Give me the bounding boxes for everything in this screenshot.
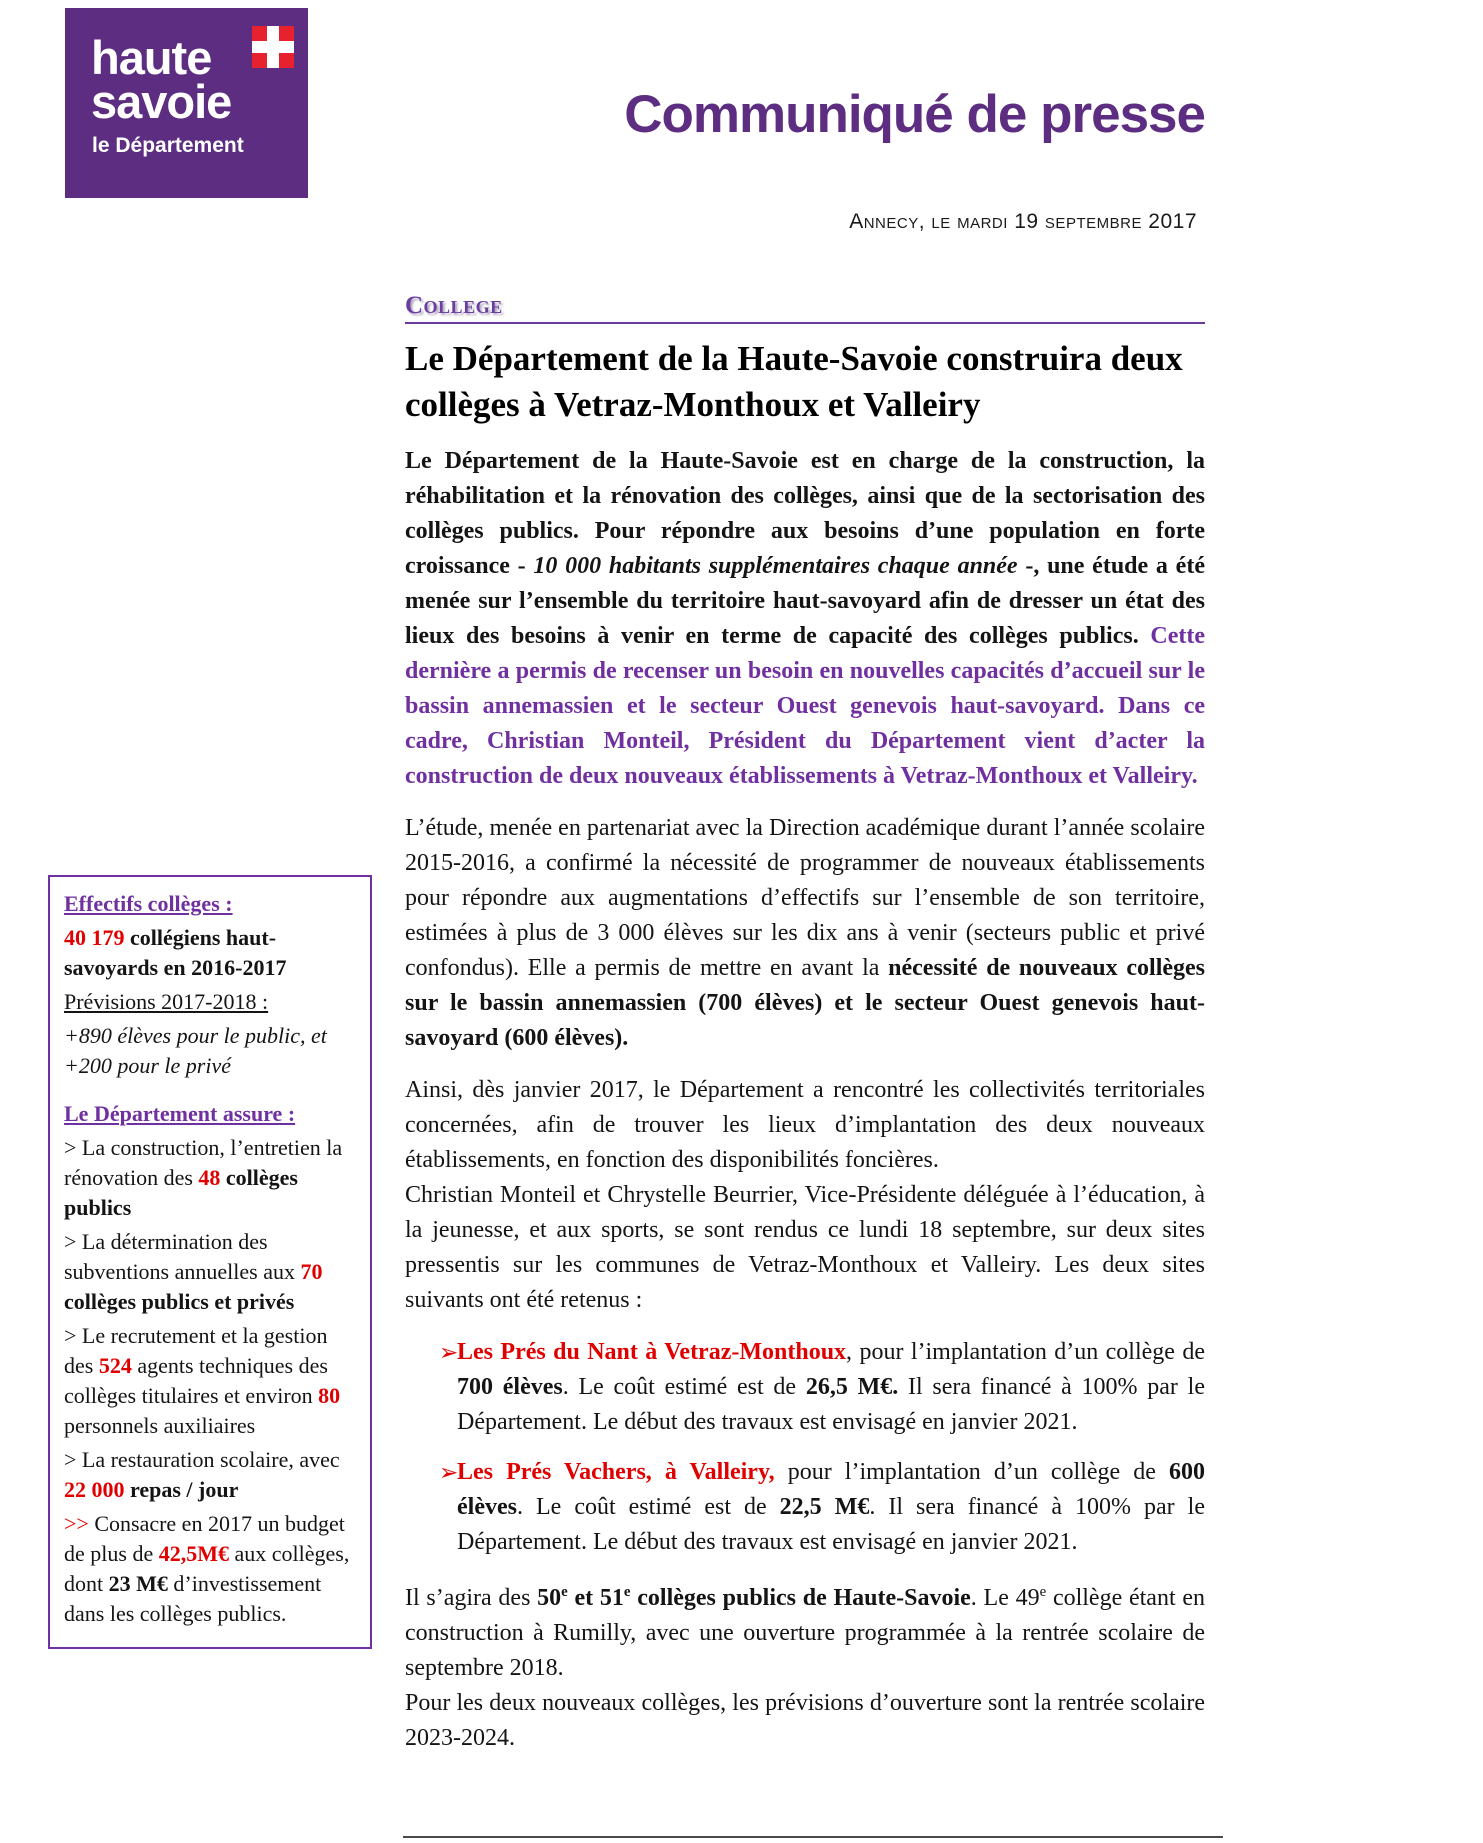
logo-word-haute: haute: [91, 31, 212, 84]
infobox-block: 40 179 collégiens haut-savoyards en 2016-2017: [64, 925, 287, 980]
infobox-block: Effectifs collèges :: [64, 891, 233, 916]
arrow-bullet-icon: ➢: [439, 1460, 459, 1486]
site-list: [405, 1335, 1205, 1560]
kicker-rule: [405, 322, 1205, 324]
infobox-block: +890 élèves pour le public, et +200 pour le privé: [64, 1023, 327, 1078]
paragraph-study: L’étude, menée en partenariat avec la Direction académique durant l’année scolaire 2015-2016, a confirmé la nécessité de programmer de nouveaux établissements pour répondre aux augmentations d’effectifs sur l’ensemble de son territoire, estimées à plus de 3 000 élèves sur les dix ans à venir (secteurs public et privé confondus). Elle a permis de mettre en avant la nécessité de nouveaux collèges sur le bassin annemassien (700 élèves) et le secteur Ouest genevois haut-savoyard (600 élèves).: [405, 815, 1206, 1051]
infobox-block: > La détermination des subventions annuelles aux 70 collèges publics et privés: [64, 1229, 323, 1314]
document-title: Communiqué de presse: [624, 85, 1205, 144]
infobox-block: > La construction, l’entretien la rénovation des 48 collèges publics: [64, 1135, 343, 1220]
stats-sidebar: [48, 875, 372, 1649]
footer-rule: [403, 1836, 1223, 1838]
section-kicker: College: [405, 292, 503, 319]
infobox-block: >> Consacre en 2017 un budget de plus de 42,5M€ aux collèges, dont 23 M€ d’investissement dans les collèges publics.: [64, 1511, 350, 1626]
list-item-vetraz: [405, 1335, 1205, 1440]
logo-word-savoie: savoie: [91, 75, 232, 128]
infobox-block: > Le recrutement et la gestion des 524 agents techniques des collèges titulaires et environ 80 personnels auxiliaires: [64, 1323, 341, 1438]
infobox-block: > La restauration scolaire, avec 22 000 repas / jour: [64, 1447, 340, 1502]
paragraph-conclusion: Il s’agira des 50e et 51e collèges publics de Haute-Savoie. Le 49e collège étant en construction à Rumilly, avec une ouverture programmée à la rentrée scolaire de septembre 2018. Pour les deux nouveaux collèges, les prévisions d’ouverture sont la rentrée scolaire 2023-2024.: [405, 1584, 1206, 1751]
logo-subtitle: le Département: [92, 134, 244, 157]
article-headline: Le Département de la Haute-Savoie construira deux collèges à Vetraz-Monthoux et Valleiry: [405, 339, 1183, 424]
paragraph-sites-intro: Ainsi, dès janvier 2017, le Département a rencontré les collectivités territoriales concernées, afin de trouver les lieux d’implantation des deux nouveaux établissements, en fonction des disponibilités foncières. Christian Monteil et Chrystelle Beurrier, Vice-Présidente déléguée à l’éducation, à la jeunesse, et aux sports, se sont rendus ce lundi 18 septembre, sur deux sites pressentis sur les communes de Vetraz-Monthoux et Valleiry. Les deux sites suivants ont été retenus :: [405, 1077, 1205, 1313]
list-item-text: Les Prés du Nant à Vetraz-Monthoux, pour l’implantation d’un collège de 700 élèves. Le coût estimé est de 26,5 M€. Il sera financé à 100% par le Département. Le début des travaux est envisagé en janvier 2021.: [457, 1339, 1205, 1435]
lead-paragraph: Le Département de la Haute-Savoie est en charge de la construction, la réhabilitation et la rénovation des collèges, ainsi que de la sectorisation des collèges publics. Pour répondre aux besoins d’une population en forte croissance - 10 000 habitants supplémentaires chaque année -, une étude a été menée sur l’ensemble du territoire haut-savoyard afin de dresser un état des lieux des besoins à venir en terme de capacité des collèges publics. Cette dernière a permis de recenser un besoin en nouvelles capacités d’accueil sur le bassin annemassien et le secteur Ouest genevois haut-savoyard. Dans ce cadre, Christian Monteil, Président du Département vient d’acter la construction de deux nouveaux établissements à Vetraz-Monthoux et Valleiry.: [405, 448, 1205, 789]
article: [405, 292, 1205, 1773]
savoie-cross-icon: [252, 26, 294, 68]
list-item-text: Les Prés Vachers, à Valleiry, pour l’implantation d’un collège de 600 élèves. Le coût estimé est de 22,5 M€. Il sera financé à 100% par le Département. Le début des travaux est envisagé en janvier 2021.: [457, 1459, 1206, 1555]
haute-savoie-logo: [65, 8, 308, 198]
list-item-valleiry: [405, 1455, 1205, 1560]
infobox-block: Prévisions 2017-2018 :: [64, 989, 269, 1014]
infobox-block: Le Département assure :: [64, 1101, 296, 1126]
arrow-bullet-icon: ➢: [439, 1340, 459, 1366]
dateline: Annecy, le mardi 19 septembre 2017: [849, 210, 1197, 233]
